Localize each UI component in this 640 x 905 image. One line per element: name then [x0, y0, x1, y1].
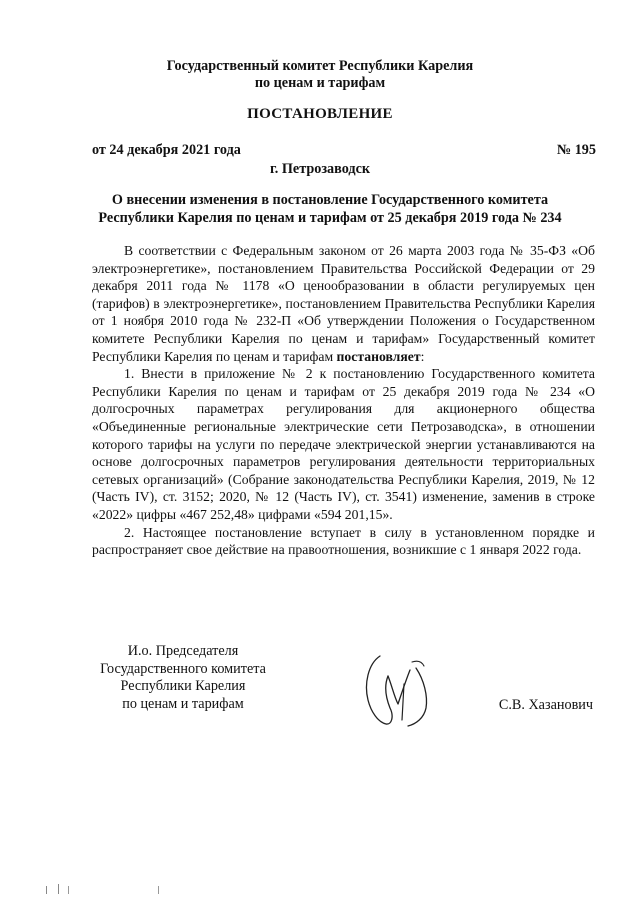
signatory-title-line-4: по ценам и тарифам	[122, 695, 244, 712]
handwritten-signature	[358, 650, 448, 730]
subject-line-1: О внесении изменения в постановление Государственного комитета	[111, 192, 549, 208]
item-1-paragraph: 1. Внести в приложение № 2 к постановлению Государственного комитета Республики Карелия по ценам и тарифам от 25 декабря 2019 года № 234 «О долгосрочных параметрах регулирования для акционерного общества «Объединенные региональные электрические сети Петрозаводска», в отношении которого тарифы на услуги по передаче электрической энергии устанавливаются на основе долгосрочных параметров регулирования деятельности территориальных сетевых организаций» (Собрание законодательства Республики Карелия, 2019, № 12 (Часть IV), ст. 3152; 2020, № 12 (Часть IV), ст. 3541) изменение, заменив в строке «2022» цифры «467 252,48» цифрами «594 201,15».	[92, 366, 595, 522]
scan-artifact-marks	[40, 880, 200, 900]
document-number: № 195	[556, 142, 596, 158]
document-subject	[70, 192, 590, 227]
authority-line-1: Государственный комитет Республики Карелия	[166, 58, 474, 74]
item-2-paragraph: 2. Настоящее постановление вступает в силу в установленном порядке и распространяет свое действие на правоотношения, возникшие с 1 января 2022 года.	[92, 524, 595, 558]
issuing-authority	[0, 58, 640, 92]
signatory-title-line-2: Государственного комитета	[100, 660, 266, 677]
signatory-title-line-1: И.о. Председателя	[127, 643, 239, 659]
document-date: от 24 декабря 2021 года	[92, 142, 241, 158]
signatory-title	[78, 643, 288, 713]
document-body	[92, 242, 595, 559]
preamble-text: В соответствии с Федеральным законом от 26 марта 2003 года № 35-ФЗ «Об электроэнергетике», постановлением Правительства Российской Федерации от 29 декабря 2011 года № 1178 «О ценообразовании в области регулируемых цен (тарифов) в электроэнергетике», постановлением Правительства Республики Карелия от 1 ноября 2010 года № 232-П «Об утверждении Положения о Государственном комитете Республики Карелия по ценам и тарифам» Государственный комитет Республики Карелия по ценам и тарифам	[92, 243, 595, 364]
authority-line-2: по ценам и тарифам	[254, 75, 386, 91]
decree-colon: :	[420, 348, 425, 364]
subject-line-2: Республики Карелия по ценам и тарифам от 25 декабря 2019 года № 234	[98, 209, 562, 226]
signatory-name: С.В. Хазанович	[498, 697, 593, 713]
preamble-paragraph	[92, 242, 595, 365]
document-city: г. Петрозаводск	[269, 161, 371, 177]
signatory-title-line-3: Республики Карелия	[120, 678, 246, 695]
decree-word: постановляет	[336, 348, 421, 364]
document-type-title: ПОСТАНОВЛЕНИЕ	[247, 106, 393, 122]
